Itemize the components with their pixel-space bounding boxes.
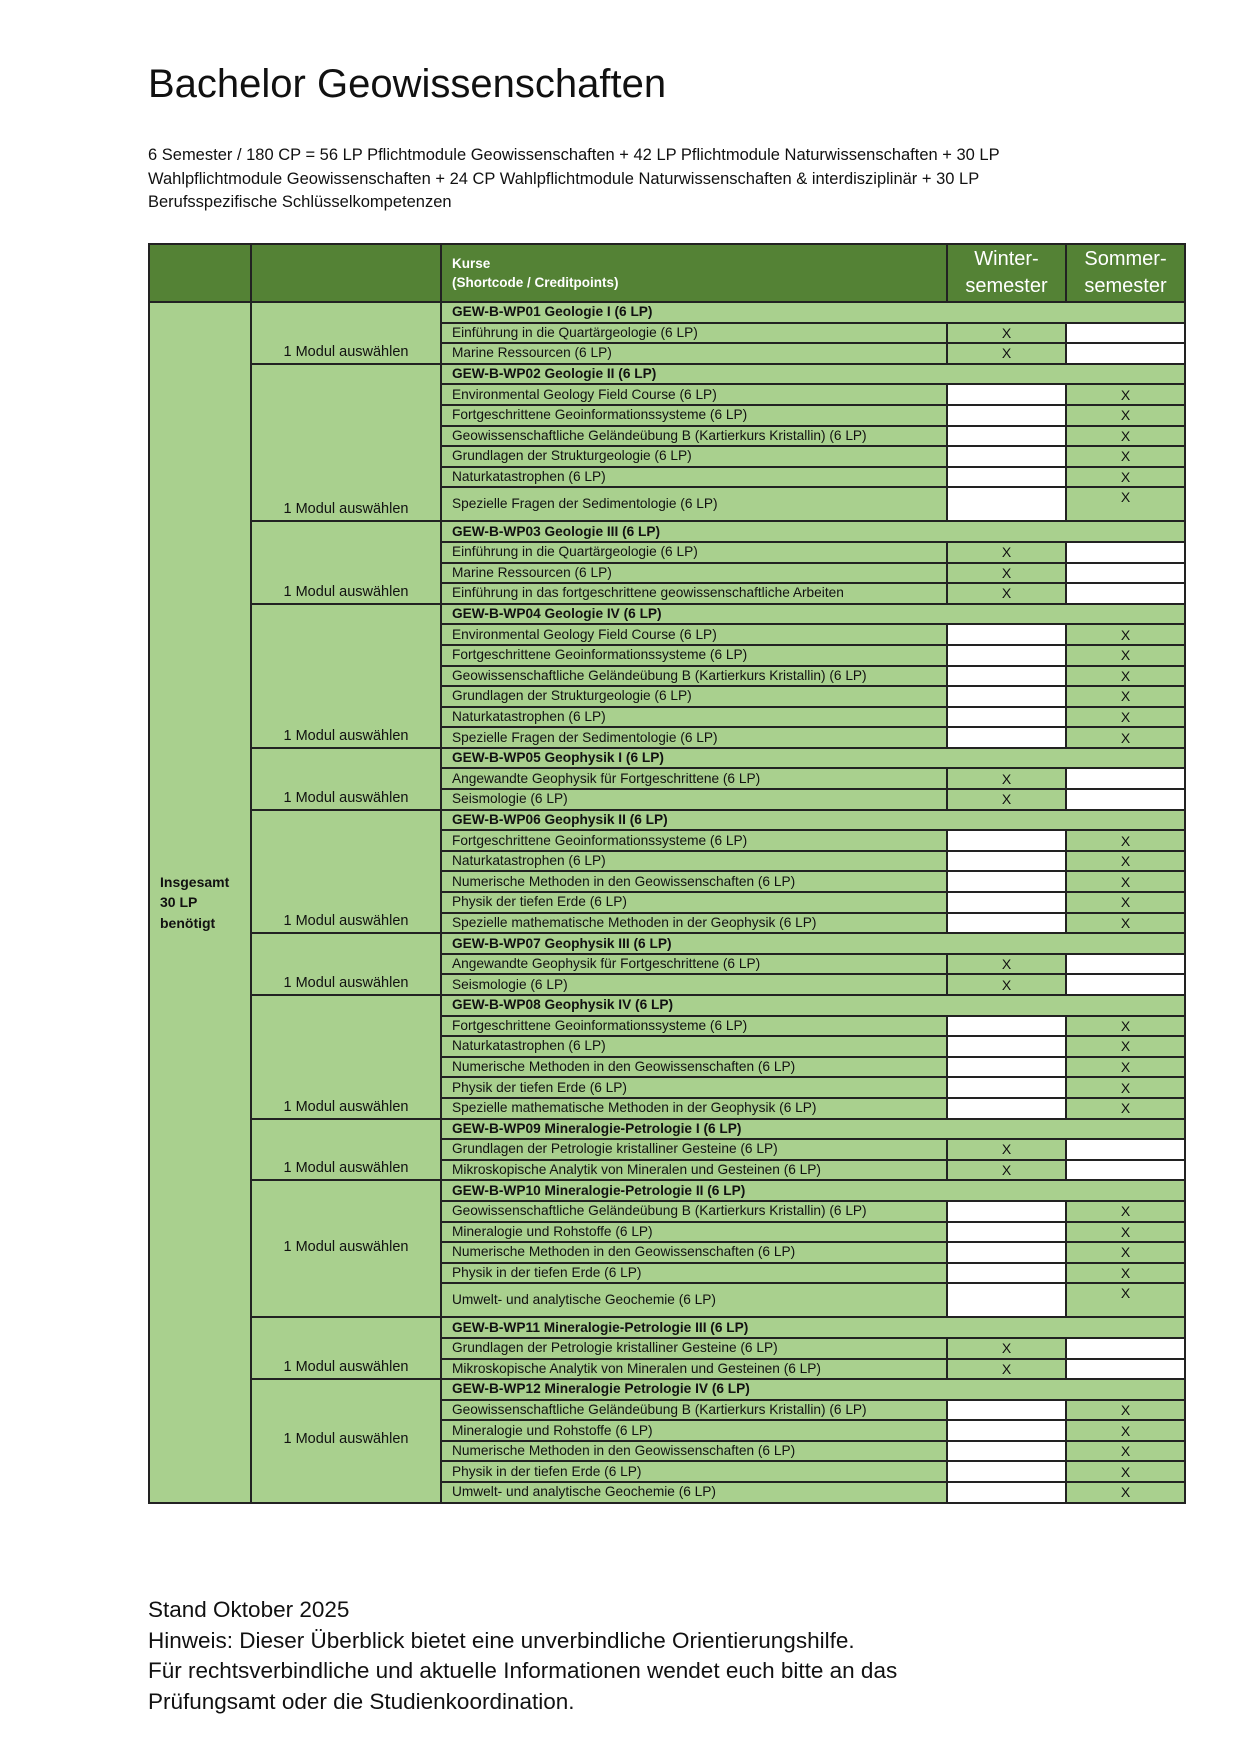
module-title: GEW-B-WP02 Geologie II (6 LP) bbox=[441, 364, 1185, 385]
module-title: GEW-B-WP03 Geologie III (6 LP) bbox=[441, 521, 1185, 542]
course-name: Grundlagen der Strukturgeologie (6 LP) bbox=[441, 686, 947, 707]
winter-semester-mark bbox=[947, 871, 1066, 892]
module-table-container bbox=[148, 243, 1184, 1504]
winter-semester-mark bbox=[947, 645, 1066, 666]
module-title-row bbox=[149, 521, 1185, 542]
summer-semester-mark bbox=[1066, 954, 1185, 975]
total-credits-line: 30 LP bbox=[160, 894, 198, 911]
winter-semester-mark: X bbox=[947, 583, 1066, 604]
summer-semester-mark: X bbox=[1066, 1222, 1185, 1243]
program-summary-line: 6 Semester / 180 CP = 56 LP Pflichtmodule Geowissenschaften + 42 LP Pflichtmodule Naturwissenschaften + 30 LP bbox=[148, 146, 1000, 164]
summer-semester-mark bbox=[1066, 1160, 1185, 1181]
winter-semester-mark bbox=[947, 1263, 1066, 1284]
summer-semester-mark: X bbox=[1066, 384, 1185, 405]
winter-semester-mark bbox=[947, 405, 1066, 426]
course-name: Umwelt- und analytische Geochemie (6 LP) bbox=[441, 1283, 947, 1317]
summer-semester-mark: X bbox=[1066, 1400, 1185, 1421]
course-name: Marine Ressourcen (6 LP) bbox=[441, 563, 947, 584]
module-title-row bbox=[149, 933, 1185, 954]
module-title: GEW-B-WP04 Geologie IV (6 LP) bbox=[441, 604, 1185, 625]
module-title: GEW-B-WP06 Geophysik II (6 LP) bbox=[441, 810, 1185, 831]
module-title-row bbox=[149, 1119, 1185, 1140]
header-blank-cell bbox=[251, 244, 441, 302]
module-title-row bbox=[149, 1317, 1185, 1338]
module-selection-rule: 1 Modul auswählen bbox=[251, 521, 441, 603]
summer-semester-mark: X bbox=[1066, 871, 1185, 892]
program-summary bbox=[148, 144, 1068, 215]
course-name: Naturkatastrophen (6 LP) bbox=[441, 1036, 947, 1057]
summer-semester-mark: X bbox=[1066, 1461, 1185, 1482]
summer-semester-mark bbox=[1066, 1338, 1185, 1359]
course-name: Fortgeschrittene Geoinformationssysteme (6 LP) bbox=[441, 405, 947, 426]
winter-semester-mark bbox=[947, 830, 1066, 851]
summer-semester-mark bbox=[1066, 542, 1185, 563]
summer-semester-mark: X bbox=[1066, 645, 1185, 666]
footer-date: Stand Oktober 2025 bbox=[148, 1597, 350, 1622]
winter-semester-mark: X bbox=[947, 343, 1066, 364]
winter-semester-mark: X bbox=[947, 1160, 1066, 1181]
course-name: Geowissenschaftliche Geländeübung B (Kartierkurs Kristallin) (6 LP) bbox=[441, 426, 947, 447]
winter-semester-mark bbox=[947, 727, 1066, 748]
summer-semester-mark: X bbox=[1066, 1263, 1185, 1284]
course-name: Mineralogie und Rohstoffe (6 LP) bbox=[441, 1420, 947, 1441]
course-name: Physik der tiefen Erde (6 LP) bbox=[441, 1077, 947, 1098]
footer-note bbox=[148, 1595, 897, 1717]
module-selection-rule: 1 Modul auswählen bbox=[251, 1180, 441, 1317]
summer-semester-mark bbox=[1066, 768, 1185, 789]
summer-semester-mark: X bbox=[1066, 624, 1185, 645]
course-name: Naturkatastrophen (6 LP) bbox=[441, 707, 947, 728]
summer-semester-mark: X bbox=[1066, 686, 1185, 707]
module-selection-rule: 1 Modul auswählen bbox=[251, 604, 441, 748]
course-name: Spezielle mathematische Methoden in der Geophysik (6 LP) bbox=[441, 1098, 947, 1119]
summer-semester-mark bbox=[1066, 343, 1185, 364]
summer-semester-mark: X bbox=[1066, 1242, 1185, 1263]
winter-semester-mark: X bbox=[947, 1359, 1066, 1380]
winter-semester-mark: X bbox=[947, 1338, 1066, 1359]
winter-semester-mark: X bbox=[947, 974, 1066, 995]
course-name: Einführung in die Quartärgeologie (6 LP) bbox=[441, 323, 947, 344]
total-credits-line: benötigt bbox=[160, 914, 216, 931]
header-courses-title: Kurse bbox=[452, 256, 491, 271]
module-table bbox=[148, 243, 1186, 1504]
course-name: Einführung in das fortgeschrittene geowissenschaftliche Arbeiten bbox=[441, 583, 947, 604]
course-name: Mikroskopische Analytik von Mineralen und Gesteinen (6 LP) bbox=[441, 1359, 947, 1380]
course-name: Seismologie (6 LP) bbox=[441, 974, 947, 995]
summer-semester-mark: X bbox=[1066, 446, 1185, 467]
module-title: GEW-B-WP01 Geologie I (6 LP) bbox=[441, 302, 1185, 323]
module-selection-rule: 1 Modul auswählen bbox=[251, 995, 441, 1119]
module-title: GEW-B-WP09 Mineralogie-Petrologie I (6 LP) bbox=[441, 1119, 1185, 1140]
winter-semester-mark bbox=[947, 707, 1066, 728]
course-name: Umwelt- und analytische Geochemie (6 LP) bbox=[441, 1482, 947, 1503]
summer-semester-mark: X bbox=[1066, 1201, 1185, 1222]
winter-semester-mark bbox=[947, 1222, 1066, 1243]
course-name: Fortgeschrittene Geoinformationssysteme (6 LP) bbox=[441, 645, 947, 666]
header-winter-line: Winter- bbox=[974, 248, 1039, 270]
course-name: Spezielle Fragen der Sedimentologie (6 LP) bbox=[441, 727, 947, 748]
summer-semester-mark: X bbox=[1066, 467, 1185, 488]
module-title-row bbox=[149, 302, 1185, 323]
course-name: Environmental Geology Field Course (6 LP) bbox=[441, 624, 947, 645]
winter-semester-mark bbox=[947, 426, 1066, 447]
summer-semester-mark: X bbox=[1066, 1482, 1185, 1503]
winter-semester-mark bbox=[947, 384, 1066, 405]
header-blank-cell bbox=[149, 244, 251, 302]
module-title-row bbox=[149, 748, 1185, 769]
module-title: GEW-B-WP10 Mineralogie-Petrologie II (6 LP) bbox=[441, 1180, 1185, 1201]
course-name: Grundlagen der Petrologie kristalliner Gesteine (6 LP) bbox=[441, 1338, 947, 1359]
summer-semester-mark: X bbox=[1066, 666, 1185, 687]
course-name: Environmental Geology Field Course (6 LP) bbox=[441, 384, 947, 405]
course-name: Physik in der tiefen Erde (6 LP) bbox=[441, 1461, 947, 1482]
summer-semester-mark: X bbox=[1066, 1283, 1185, 1317]
course-name: Numerische Methoden in den Geowissenschaften (6 LP) bbox=[441, 1057, 947, 1078]
winter-semester-mark bbox=[947, 1461, 1066, 1482]
footer-hint: Prüfungsamt oder die Studienkoordination. bbox=[148, 1688, 575, 1714]
winter-semester-mark: X bbox=[947, 542, 1066, 563]
course-name: Mineralogie und Rohstoffe (6 LP) bbox=[441, 1222, 947, 1243]
course-name: Fortgeschrittene Geoinformationssysteme (6 LP) bbox=[441, 830, 947, 851]
module-title-row bbox=[149, 1180, 1185, 1201]
header-summer-semester bbox=[1066, 244, 1185, 302]
course-name: Numerische Methoden in den Geowissenschaften (6 LP) bbox=[441, 1242, 947, 1263]
summer-semester-mark: X bbox=[1066, 707, 1185, 728]
course-name: Numerische Methoden in den Geowissenschaften (6 LP) bbox=[441, 1441, 947, 1462]
winter-semester-mark bbox=[947, 1077, 1066, 1098]
winter-semester-mark bbox=[947, 1098, 1066, 1119]
winter-semester-mark bbox=[947, 1057, 1066, 1078]
table-header-row bbox=[149, 244, 1185, 302]
course-name: Angewandte Geophysik für Fortgeschrittene (6 LP) bbox=[441, 954, 947, 975]
winter-semester-mark: X bbox=[947, 789, 1066, 810]
summer-semester-mark bbox=[1066, 583, 1185, 604]
summer-semester-mark: X bbox=[1066, 487, 1185, 521]
summer-semester-mark: X bbox=[1066, 1016, 1185, 1037]
module-selection-rule: 1 Modul auswählen bbox=[251, 933, 441, 995]
course-name: Mikroskopische Analytik von Mineralen und Gesteinen (6 LP) bbox=[441, 1160, 947, 1181]
winter-semester-mark bbox=[947, 467, 1066, 488]
winter-semester-mark bbox=[947, 1201, 1066, 1222]
course-name: Physik der tiefen Erde (6 LP) bbox=[441, 892, 947, 913]
course-name: Grundlagen der Strukturgeologie (6 LP) bbox=[441, 446, 947, 467]
summer-semester-mark bbox=[1066, 563, 1185, 584]
summer-semester-mark bbox=[1066, 974, 1185, 995]
winter-semester-mark: X bbox=[947, 954, 1066, 975]
module-selection-rule: 1 Modul auswählen bbox=[251, 748, 441, 810]
winter-semester-mark bbox=[947, 1420, 1066, 1441]
winter-semester-mark bbox=[947, 851, 1066, 872]
summer-semester-mark: X bbox=[1066, 892, 1185, 913]
module-title: GEW-B-WP11 Mineralogie-Petrologie III (6 LP) bbox=[441, 1317, 1185, 1338]
summer-semester-mark: X bbox=[1066, 405, 1185, 426]
module-title-row bbox=[149, 810, 1185, 831]
module-selection-rule: 1 Modul auswählen bbox=[251, 1317, 441, 1379]
module-title: GEW-B-WP07 Geophysik III (6 LP) bbox=[441, 933, 1185, 954]
summer-semester-mark: X bbox=[1066, 727, 1185, 748]
module-selection-rule: 1 Modul auswählen bbox=[251, 810, 441, 934]
winter-semester-mark bbox=[947, 666, 1066, 687]
winter-semester-mark bbox=[947, 1016, 1066, 1037]
winter-semester-mark bbox=[947, 686, 1066, 707]
course-name: Geowissenschaftliche Geländeübung B (Kartierkurs Kristallin) (6 LP) bbox=[441, 1201, 947, 1222]
module-selection-rule: 1 Modul auswählen bbox=[251, 302, 441, 364]
summer-semester-mark: X bbox=[1066, 913, 1185, 934]
footer-hint: Hinweis: Dieser Überblick bietet eine unverbindliche Orientierungshilfe. bbox=[148, 1627, 855, 1653]
summer-semester-mark bbox=[1066, 323, 1185, 344]
winter-semester-mark bbox=[947, 1283, 1066, 1317]
summer-semester-mark: X bbox=[1066, 1420, 1185, 1441]
header-summer-line: Sommer- bbox=[1084, 248, 1167, 270]
summer-semester-mark: X bbox=[1066, 851, 1185, 872]
winter-semester-mark bbox=[947, 913, 1066, 934]
course-name: Geowissenschaftliche Geländeübung B (Kartierkurs Kristallin) (6 LP) bbox=[441, 666, 947, 687]
summer-semester-mark: X bbox=[1066, 1098, 1185, 1119]
summer-semester-mark: X bbox=[1066, 1441, 1185, 1462]
module-selection-rule: 1 Modul auswählen bbox=[251, 1379, 441, 1503]
winter-semester-mark bbox=[947, 892, 1066, 913]
summer-semester-mark: X bbox=[1066, 1057, 1185, 1078]
course-name: Physik in der tiefen Erde (6 LP) bbox=[441, 1263, 947, 1284]
winter-semester-mark bbox=[947, 1242, 1066, 1263]
module-title: GEW-B-WP12 Mineralogie Petrologie IV (6 LP) bbox=[441, 1379, 1185, 1400]
winter-semester-mark bbox=[947, 1036, 1066, 1057]
header-winter-line: semester bbox=[965, 275, 1048, 297]
summer-semester-mark: X bbox=[1066, 830, 1185, 851]
winter-semester-mark bbox=[947, 1482, 1066, 1503]
course-name: Naturkatastrophen (6 LP) bbox=[441, 467, 947, 488]
module-selection-rule: 1 Modul auswählen bbox=[251, 364, 441, 522]
course-name: Seismologie (6 LP) bbox=[441, 789, 947, 810]
module-title-row bbox=[149, 995, 1185, 1016]
summer-semester-mark bbox=[1066, 1359, 1185, 1380]
module-selection-rule: 1 Modul auswählen bbox=[251, 1119, 441, 1181]
course-name: Einführung in die Quartärgeologie (6 LP) bbox=[441, 542, 947, 563]
course-name: Spezielle mathematische Methoden in der Geophysik (6 LP) bbox=[441, 913, 947, 934]
winter-semester-mark bbox=[947, 1441, 1066, 1462]
module-title: GEW-B-WP05 Geophysik I (6 LP) bbox=[441, 748, 1185, 769]
program-summary-line: Berufsspezifische Schlüsselkompetenzen bbox=[148, 193, 452, 211]
course-name: Marine Ressourcen (6 LP) bbox=[441, 343, 947, 364]
course-name: Numerische Methoden in den Geowissenschaften (6 LP) bbox=[441, 871, 947, 892]
module-title-row bbox=[149, 604, 1185, 625]
total-credits-line: Insgesamt bbox=[160, 873, 230, 890]
winter-semester-mark bbox=[947, 624, 1066, 645]
course-name: Geowissenschaftliche Geländeübung B (Kartierkurs Kristallin) (6 LP) bbox=[441, 1400, 947, 1421]
total-credits-cell bbox=[149, 302, 251, 1503]
header-courses bbox=[441, 244, 947, 302]
summer-semester-mark bbox=[1066, 1139, 1185, 1160]
module-table-body bbox=[149, 244, 1185, 1503]
module-title-row bbox=[149, 364, 1185, 385]
winter-semester-mark: X bbox=[947, 1139, 1066, 1160]
winter-semester-mark bbox=[947, 487, 1066, 521]
winter-semester-mark: X bbox=[947, 563, 1066, 584]
winter-semester-mark bbox=[947, 446, 1066, 467]
module-title-row bbox=[149, 1379, 1185, 1400]
course-name: Angewandte Geophysik für Fortgeschrittene (6 LP) bbox=[441, 768, 947, 789]
summer-semester-mark bbox=[1066, 789, 1185, 810]
page-title: Bachelor Geowissenschaften bbox=[148, 62, 667, 106]
footer-hint: Für rechtsverbindliche und aktuelle Informationen wendet euch bitte an das bbox=[148, 1658, 898, 1683]
winter-semester-mark: X bbox=[947, 323, 1066, 344]
course-name: Spezielle Fragen der Sedimentologie (6 LP) bbox=[441, 487, 947, 521]
header-summer-line: semester bbox=[1084, 275, 1167, 297]
course-name: Fortgeschrittene Geoinformationssysteme (6 LP) bbox=[441, 1016, 947, 1037]
summer-semester-mark: X bbox=[1066, 1077, 1185, 1098]
course-name: Grundlagen der Petrologie kristalliner Gesteine (6 LP) bbox=[441, 1139, 947, 1160]
summer-semester-mark: X bbox=[1066, 1036, 1185, 1057]
winter-semester-mark: X bbox=[947, 768, 1066, 789]
summer-semester-mark: X bbox=[1066, 426, 1185, 447]
header-winter-semester bbox=[947, 244, 1066, 302]
winter-semester-mark bbox=[947, 1400, 1066, 1421]
program-summary-line: Wahlpflichtmodule Geowissenschaften + 24 CP Wahlpflichtmodule Naturwissenschaften & interdisziplinär + 30 LP bbox=[148, 169, 980, 188]
header-courses-subtitle: (Shortcode / Creditpoints) bbox=[452, 275, 619, 290]
module-title: GEW-B-WP08 Geophysik IV (6 LP) bbox=[441, 995, 1185, 1016]
course-name: Naturkatastrophen (6 LP) bbox=[441, 851, 947, 872]
